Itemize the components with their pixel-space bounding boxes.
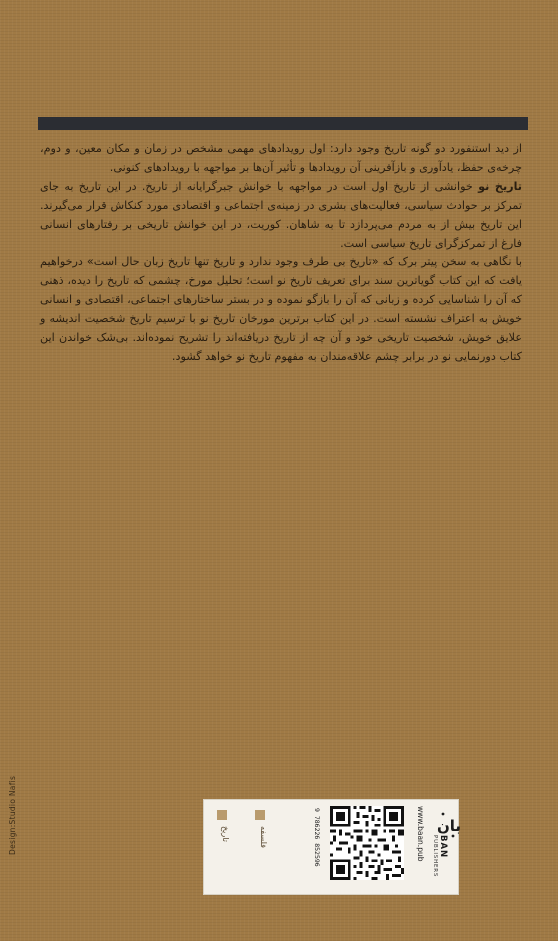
design-credit: Design:Studio Nafis (8, 775, 17, 855)
category-swatch-philosophy (255, 810, 265, 820)
publisher-subtitle: PUBLISHERS (432, 835, 438, 878)
blurb-paragraph-1: از دید استنفورد دو گونه تاریخ وجود دارد: اول رویدادهای مهمی مشخص در زمان و مکان معین، و دوم، چرخه‌ی حفظ، یادآوری و بازآفرینی آن رویدادها و تأثیر آن‌ها بر مواجهه با رویدادهای کنونی. (40, 142, 522, 174)
blurb-lead-term: تاریخ نو (478, 179, 523, 193)
publisher-name: BAN (438, 835, 448, 859)
category-swatch-history (217, 810, 227, 820)
blurb-paragraph-2: تاریخ نو خوانشی از تاریخ اول است در مواجهه با خوانش جبرگرایانه از تاریخ. در این تاریخ به جای تمرکز بر حوادث سیاسی، فعالیت‌های بشری در زمینه‌ی اجتماعی و اقتصادی مورد کنکاش قرار می‌گیرند. این تاریخ بیش از به مردم می‌پردازد تا به شاهان. کوریت، در این خوانش تاریخی بر رفتارهای انسانی فارغ از تمرکزگرای تاریخ سیاسی است. (40, 179, 523, 250)
blurb-paragraph-3: با نگاهی به سخن پیتر برک که «تاریخ بی طرف وجود ندارد و تاریخ تنها تاریخ زبان حال است» درخواهیم یافت که این کتاب گویاترین سند برای تعریف تاریخ نو است؛ تحلیل مورخ، چشمی که تاریخ را دیده، ذهنی که آن را شناسایی کرده و زبانی که آن را بازگو نموده و در بستر ساختارهای اجتماعی، اقتصادی و انسانی خویش به اعتراف نشسته است. در این کتاب برترین مورخان تاریخ نو با ترسیم تاریخ شخصیت اندیشه و علایق خویش، شخصیت تاریخی خود و آن چه از تاریخ دریافته‌اند را تشریح نموده‌اند. بی‌شک خواندن این کتاب دورنمایی نو در برابر چشم علاقه‌مندان به مفهوم تاریخ نو خواهد گشود. (40, 255, 522, 363)
isbn-number: 9 786226 852596 (313, 808, 321, 867)
publisher-url[interactable]: www.baan.pub (416, 806, 425, 862)
qr-code[interactable] (330, 806, 404, 880)
cover-blurb (40, 140, 522, 367)
category-label-history: تاریخ (221, 826, 230, 842)
svg-text:بان: بان (436, 817, 462, 835)
top-divider-bar (38, 117, 528, 130)
category-label-philosophy: فلسفه (259, 826, 268, 848)
